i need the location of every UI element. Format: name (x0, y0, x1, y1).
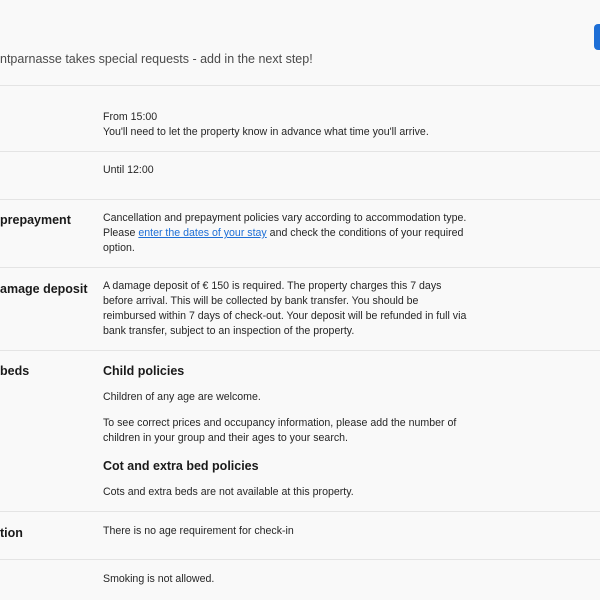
damage-deposit-label: amage deposit (0, 282, 88, 296)
age-restriction-label: tion (0, 526, 23, 540)
cancellation-label: prepayment (0, 213, 71, 227)
child-occupancy-text: To see correct prices and occupancy information, please add the number of children in your group and their ages to your search. (103, 417, 457, 444)
damage-deposit-content (103, 279, 468, 339)
checkin-note: You'll need to let the property know in advance what time you'll arrive. (103, 126, 429, 138)
checkin-time: From 15:00 (103, 111, 158, 123)
divider (0, 199, 600, 200)
checkin-content (103, 110, 468, 140)
enter-dates-link[interactable]: enter the dates of your stay (138, 227, 267, 239)
smoking-text: Smoking is not allowed. (103, 573, 215, 585)
cancellation-text (103, 211, 468, 256)
cot-policies-text: Cots and extra beds are not available at this property. (103, 486, 354, 498)
reserve-button[interactable] (594, 24, 600, 50)
child-policies-text: Children of any age are welcome. (103, 391, 261, 403)
divider (0, 85, 600, 86)
damage-deposit-text: A damage deposit of € 150 is required. The property charges this 7 days before arrival. This will be collected by bank transfer. You should be reimbursed within 7 days of check-out. Your deposit will be refunded in full via bank transfer, subject to an inspection of the property. (103, 280, 467, 337)
divider (0, 267, 600, 268)
cot-policies-heading: Cot and extra bed policies (103, 459, 259, 473)
divider (0, 559, 600, 560)
child-policies-heading: Child policies (103, 364, 185, 378)
cancellation-text-start: Cancellation and prepayment policies vary according to accommodation type. Please (103, 212, 467, 239)
divider (0, 511, 600, 512)
cancellation-text-end: and check the conditions of your required option. (103, 227, 464, 254)
divider (0, 151, 600, 152)
age-restriction-text: There is no age requirement for check-in (103, 525, 294, 537)
special-requests-note: ntparnasse takes special requests - add in the next step! (0, 52, 313, 66)
cancellation-content (103, 211, 468, 256)
children-beds-label: beds (0, 364, 30, 378)
checkout-time: Until 12:00 (103, 164, 154, 176)
divider (0, 350, 600, 351)
checkout-content (103, 163, 468, 178)
